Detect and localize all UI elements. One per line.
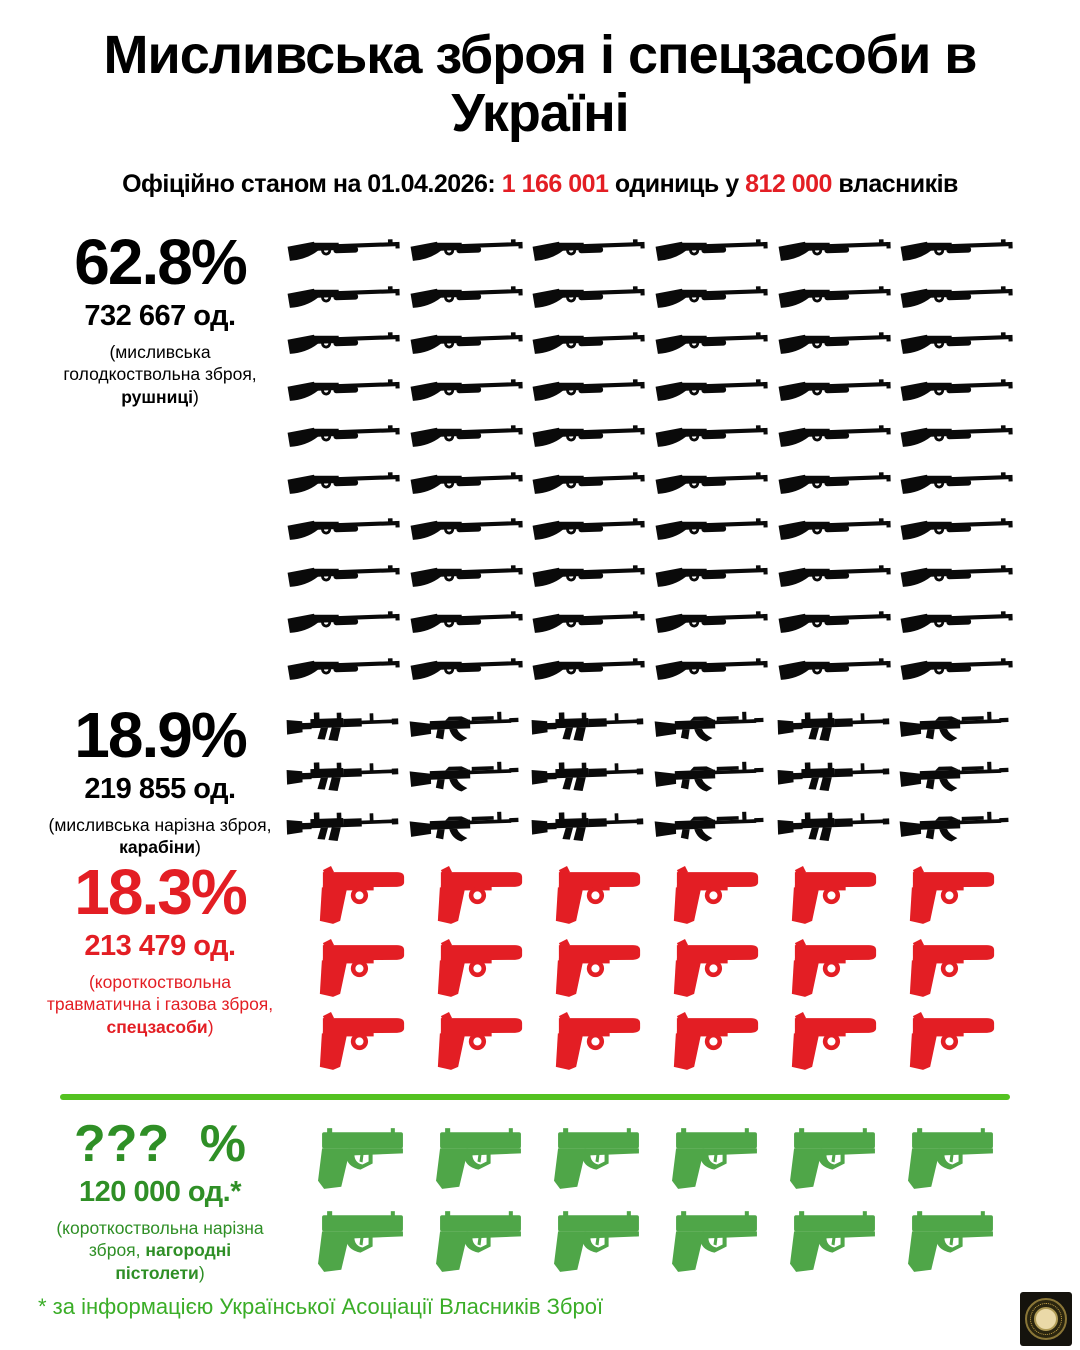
pistol-icon	[434, 1009, 529, 1076]
carbine-icon	[776, 704, 894, 752]
carbine-icon	[899, 754, 1017, 802]
page-title: Мисливська зброя і спецзасоби в Україні	[103, 25, 977, 144]
subtitle-part: власників	[831, 170, 958, 198]
shotgun-icon	[531, 604, 649, 646]
description-text: (короткоствольна травматична і газова зброя,	[46, 972, 274, 1015]
award-pistol-icon	[434, 1123, 527, 1196]
carbine-icon	[899, 804, 1017, 852]
uavz-seal-icon	[1025, 1298, 1067, 1340]
pistol-icon	[906, 1009, 1001, 1076]
shotgun-icon	[776, 651, 894, 693]
shotgun-icon	[531, 511, 649, 553]
shotgun-icon	[285, 558, 403, 600]
unit-count: 732 667 од.	[84, 300, 236, 332]
section-award-pistols	[0, 1115, 1080, 1298]
shotgun-icon	[531, 232, 649, 274]
shotgun-icon	[285, 279, 403, 321]
award-pistol-icon	[788, 1206, 881, 1279]
shotgun-icon	[653, 325, 771, 367]
shotgun-icon	[285, 418, 403, 460]
percent-value: 62.8%	[74, 226, 246, 298]
green-separator-line	[60, 1094, 1010, 1100]
award-pistol-icon	[670, 1123, 763, 1196]
shotgun-icon	[285, 325, 403, 367]
shotgun-pictogram-grid	[286, 230, 1022, 695]
shotgun-icon	[285, 465, 403, 507]
shotgun-icon	[653, 418, 771, 460]
description-end: )	[198, 1262, 205, 1283]
shotgun-icon	[776, 465, 894, 507]
percent-value: 18.3%	[74, 856, 246, 928]
shotgun-icon	[531, 651, 649, 693]
shotgun-icon	[285, 511, 403, 553]
pistol-icon	[434, 863, 529, 930]
shotgun-icon	[531, 558, 649, 600]
shotgun-icon	[408, 232, 526, 274]
carbine-icon	[776, 804, 894, 852]
description-bold-text: нагородні пістолети	[115, 1240, 232, 1283]
subtitle	[0, 170, 1080, 199]
carbine-icon	[285, 704, 403, 752]
award-pistol-icon	[316, 1123, 409, 1196]
shotgun-icon	[653, 511, 771, 553]
subtitle-part: 812 000	[745, 170, 832, 198]
shotgun-icon	[408, 511, 526, 553]
award-pistol-icon	[906, 1123, 999, 1196]
section-description	[41, 971, 279, 1038]
shotgun-icon	[776, 325, 894, 367]
pistol-icon	[906, 863, 1001, 930]
pistol-icon	[906, 936, 1001, 1003]
uavz-logo	[1020, 1292, 1072, 1346]
pistol-icon	[316, 1009, 411, 1076]
award-pistol-pictogram-grid	[316, 1118, 1024, 1284]
shotgun-icon	[776, 232, 894, 274]
carbine-icon	[899, 704, 1017, 752]
footnote: * за інформацією Української Асоціації Власників Зброї	[38, 1294, 604, 1319]
pistol-icon	[316, 863, 411, 930]
description-bold-text: спецзасоби	[106, 1016, 208, 1037]
shotgun-icon	[531, 325, 649, 367]
pistol-icon	[788, 936, 883, 1003]
shotgun-icon	[408, 604, 526, 646]
shotgun-icon	[531, 418, 649, 460]
unit-count: 120 000 од.*	[79, 1176, 241, 1208]
carbine-icon	[776, 754, 894, 802]
shotgun-icon	[776, 279, 894, 321]
carbine-icon	[408, 704, 526, 752]
shotgun-icon	[408, 558, 526, 600]
award-pistol-icon	[670, 1206, 763, 1279]
carbine-icon	[408, 804, 526, 852]
shotgun-icon	[776, 558, 894, 600]
shotgun-icon	[285, 372, 403, 414]
shotgun-icon	[408, 325, 526, 367]
shotgun-icon	[899, 651, 1017, 693]
shotgun-icon	[653, 604, 771, 646]
percent-value: 18.9%	[74, 699, 246, 771]
shotgun-icon	[776, 511, 894, 553]
carbine-icon	[408, 754, 526, 802]
description-bold-text: рушниці	[121, 386, 193, 407]
pistol-icon	[670, 863, 765, 930]
shotgun-icon	[531, 279, 649, 321]
subtitle-part: 1 166 001	[501, 170, 609, 198]
shotgun-icon	[899, 418, 1017, 460]
section-description	[39, 814, 281, 859]
carbine-icon	[285, 804, 403, 852]
description-end: )	[195, 837, 201, 858]
award-pistol-icon	[552, 1206, 645, 1279]
description-text: (мисливська нарізна зброя,	[48, 815, 272, 835]
shotgun-icon	[653, 232, 771, 274]
carbine-icon	[531, 804, 649, 852]
unit-count: 213 479 од.	[84, 930, 236, 962]
award-pistol-icon	[906, 1206, 999, 1279]
shotgun-icon	[899, 511, 1017, 553]
carbine-icon	[653, 804, 771, 852]
description-text: (короткоствольна нарізна зброя,	[56, 1218, 264, 1261]
shotgun-icon	[776, 418, 894, 460]
carbine-icon	[531, 704, 649, 752]
pistol-icon	[552, 863, 647, 930]
section-label	[35, 699, 285, 859]
pistol-icon	[788, 863, 883, 930]
pistol-icon	[788, 1009, 883, 1076]
description-end: )	[207, 1016, 214, 1037]
shotgun-icon	[899, 372, 1017, 414]
pistol-pictogram-grid	[316, 860, 1024, 1079]
shotgun-icon	[285, 604, 403, 646]
section-traumatic-gas	[0, 856, 1080, 1082]
description-end: )	[192, 386, 199, 407]
section-label	[35, 856, 285, 1038]
carbine-pictogram-grid	[286, 703, 1022, 853]
pistol-icon	[670, 936, 765, 1003]
carbine-icon	[285, 754, 403, 802]
pistol-icon	[552, 1009, 647, 1076]
subtitle-part: Офіційно станом на 01.04.2026:	[122, 170, 502, 198]
shotgun-icon	[653, 558, 771, 600]
shotgun-icon	[899, 232, 1017, 274]
pistol-icon	[434, 936, 529, 1003]
section-label	[35, 226, 285, 408]
section-label	[35, 1115, 285, 1284]
shotgun-icon	[899, 325, 1017, 367]
description-text: (мисливська голодкоствольна зброя,	[63, 342, 257, 385]
subtitle-part: одиниць у	[608, 170, 746, 198]
shotgun-icon	[899, 558, 1017, 600]
shotgun-icon	[899, 604, 1017, 646]
shotgun-icon	[653, 651, 771, 693]
carbine-icon	[653, 754, 771, 802]
section-description	[54, 341, 266, 408]
section-description	[54, 1217, 266, 1284]
shotgun-icon	[408, 418, 526, 460]
shotgun-icon	[776, 372, 894, 414]
shotgun-icon	[776, 604, 894, 646]
description-bold-text: карабіни	[119, 837, 196, 858]
pistol-icon	[670, 1009, 765, 1076]
shotgun-icon	[531, 465, 649, 507]
section-carbines	[0, 699, 1080, 858]
carbine-icon	[653, 704, 771, 752]
shotgun-icon	[899, 279, 1017, 321]
shotgun-icon	[653, 465, 771, 507]
percent-value: ??? %	[74, 1115, 246, 1173]
award-pistol-icon	[316, 1206, 409, 1279]
unit-count: 219 855 од.	[84, 773, 236, 805]
uavz-seal-center	[1034, 1307, 1058, 1331]
shotgun-icon	[285, 651, 403, 693]
award-pistol-icon	[552, 1123, 645, 1196]
shotgun-icon	[408, 279, 526, 321]
shotgun-icon	[408, 651, 526, 693]
section-shotguns	[0, 226, 1080, 700]
shotgun-icon	[531, 372, 649, 414]
pistol-icon	[552, 936, 647, 1003]
carbine-icon	[531, 754, 649, 802]
shotgun-icon	[653, 279, 771, 321]
shotgun-icon	[653, 372, 771, 414]
shotgun-icon	[408, 372, 526, 414]
shotgun-icon	[899, 465, 1017, 507]
award-pistol-icon	[434, 1206, 527, 1279]
shotgun-icon	[408, 465, 526, 507]
shotgun-icon	[285, 232, 403, 274]
pistol-icon	[316, 936, 411, 1003]
award-pistol-icon	[788, 1123, 881, 1196]
